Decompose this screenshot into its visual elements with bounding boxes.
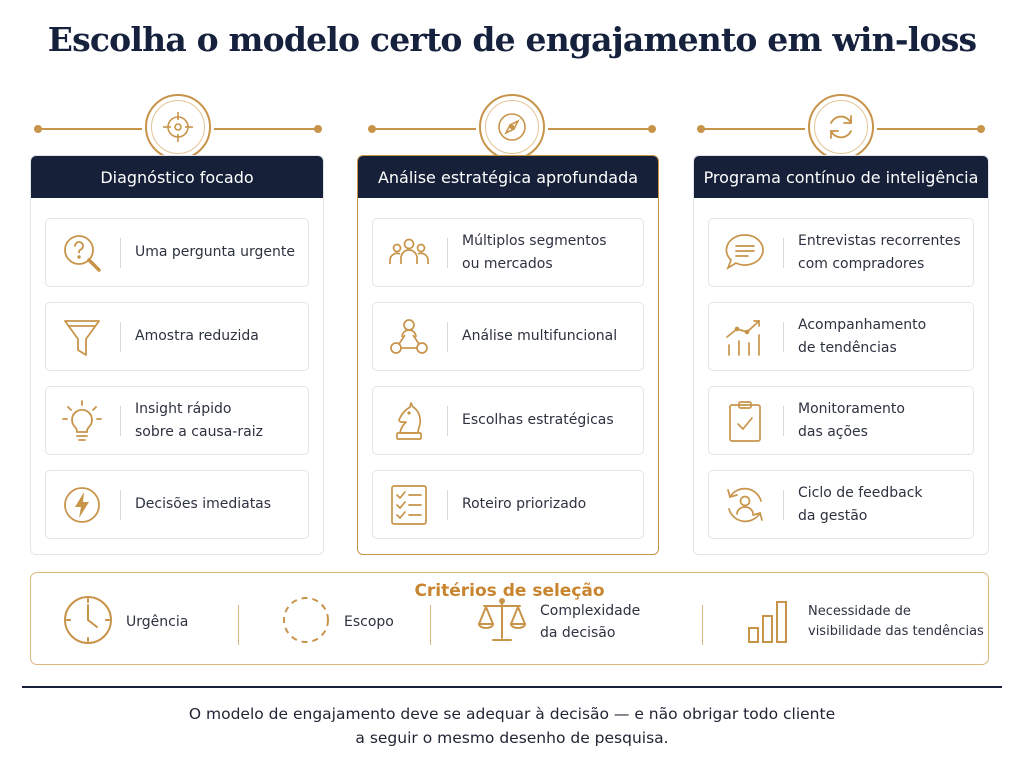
- item-text: Amostra reduzida: [135, 328, 259, 344]
- criterion-label: Necessidade de visibilidade das tendências: [808, 604, 984, 639]
- criterion-escopo: [280, 592, 394, 652]
- item-text: Escolhas estratégicas: [462, 412, 614, 428]
- criterion-label: Complexidade da decisão: [540, 603, 641, 641]
- column-1-decoration: [34, 80, 324, 152]
- footer-divider: [22, 686, 1002, 688]
- network-icon: [381, 303, 437, 370]
- people-group-icon: [381, 219, 437, 286]
- question-magnifier-icon: [54, 219, 110, 286]
- chess-knight-icon: [381, 387, 437, 454]
- scales-icon: [476, 594, 528, 651]
- column-diagnostico-focado: [30, 155, 324, 555]
- item-text: Acompanhamento de tendências: [798, 316, 927, 356]
- criterion-label: Urgência: [126, 614, 189, 630]
- bar-chart-icon: [744, 594, 796, 651]
- list-item: [372, 302, 644, 371]
- column-3-decoration: [697, 80, 987, 152]
- item-text: Múltiplos segmentos ou mercados: [462, 232, 607, 272]
- item-text: Uma pergunta urgente: [135, 244, 295, 260]
- footer-line-2: a seguir o mesmo desenho de pesquisa.: [355, 729, 669, 747]
- dashed-circle-icon: [280, 594, 332, 651]
- item-text: Roteiro priorizado: [462, 496, 587, 512]
- funnel-icon: [54, 303, 110, 370]
- feedback-cycle-icon: [717, 471, 773, 538]
- item-text: Ciclo de feedback da gestão: [798, 484, 923, 524]
- compass-icon: [479, 94, 545, 160]
- column-2-decoration: [368, 80, 658, 152]
- target-icon: [145, 94, 211, 160]
- clock-icon: [62, 594, 114, 651]
- cycle-arrows-icon: [808, 94, 874, 160]
- item-text: Análise multifuncional: [462, 328, 618, 344]
- list-item: [372, 386, 644, 455]
- list-item: [708, 302, 974, 371]
- list-item: [45, 386, 309, 455]
- lightning-icon: [54, 471, 110, 538]
- item-text: Insight rápido sobre a causa-raiz: [135, 400, 263, 440]
- footer-line-1: O modelo de engajamento deve se adequar à decisão — e não obrigar todo cliente: [188, 705, 836, 723]
- list-item: [708, 470, 974, 539]
- lightbulb-icon: [54, 387, 110, 454]
- item-text: Monitoramento das ações: [798, 400, 905, 440]
- clipboard-check-icon: [717, 387, 773, 454]
- criterion-tendencias: [744, 592, 984, 652]
- list-item: [372, 218, 644, 287]
- list-item: [708, 386, 974, 455]
- item-text: Entrevistas recorrentes com compradores: [798, 232, 961, 272]
- footer-note: [0, 702, 1024, 750]
- list-item: [372, 470, 644, 539]
- criteria-title: Critérios de seleção: [414, 581, 605, 601]
- trend-chart-icon: [717, 303, 773, 370]
- chat-bubble-icon: [717, 219, 773, 286]
- list-item: [45, 302, 309, 371]
- item-text: Decisões imediatas: [135, 496, 272, 512]
- list-item: [45, 218, 309, 287]
- column-header: Diagnóstico focado: [31, 156, 323, 198]
- criterion-urgencia: [62, 592, 188, 652]
- criterion-label: Escopo: [344, 614, 394, 630]
- column-header: Programa contínuo de inteligência: [694, 156, 988, 198]
- column-header: Análise estratégica aprofundada: [358, 156, 658, 198]
- criterion-complexidade: [476, 592, 640, 652]
- column-programa-continuo: [693, 155, 989, 555]
- list-item: [708, 218, 974, 287]
- page-title: Escolha o modelo certo de engajamento em win-loss: [47, 20, 977, 59]
- checklist-icon: [381, 471, 437, 538]
- list-item: [45, 470, 309, 539]
- column-analise-estrategica: [357, 155, 659, 555]
